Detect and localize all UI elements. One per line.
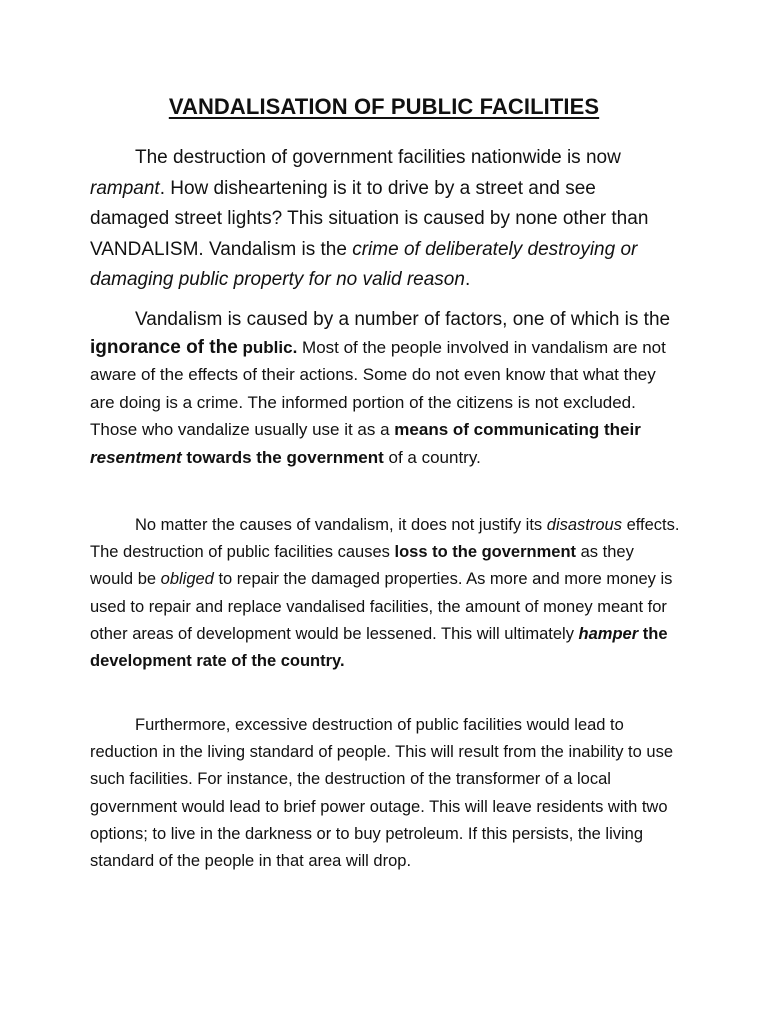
- p2-bold-italic-resentment: resentment: [90, 447, 182, 467]
- p3-bold-loss: loss to the government: [394, 543, 577, 562]
- p2-lead-text: Vandalism is caused by a number of factors, one of which is the: [135, 309, 671, 330]
- paragraph-1: [90, 143, 680, 296]
- p2-text-2: of a country.: [383, 447, 481, 467]
- p3-text-4: to repair the damaged properties. As more and more money is used to repair and replace vandalised facilities, the amount of money meant for other areas of development would be lessened. This will ultimately: [90, 570, 673, 643]
- paragraph-2: [90, 306, 680, 471]
- paragraph-3: [90, 512, 680, 675]
- p1-text-2: . How disheartening is it to drive by a street and see damaged street lights? This situation is caused by none other than VANDALISM. Vandalism is the: [90, 177, 649, 260]
- p3-italic-disastrous: disastrous: [546, 516, 622, 534]
- p2-bold-towards: towards the government: [181, 447, 384, 467]
- p1-italic-definition: crime of deliberately destroying or damaging public property for no valid reason: [90, 238, 638, 290]
- p2-text-1: Most of the people involved in vandalism are not aware of the effects of their actions. Some do not even know that what they are doing is a crime. The informed portion of the citizens is not excluded. Those who vandalize usually use it as a: [90, 337, 666, 439]
- p1-text-3: .: [464, 269, 471, 290]
- p2-bold-means: means of communicating their: [394, 420, 641, 439]
- p3-text-1: No matter the causes of vandalism, it does not justify its: [135, 516, 547, 534]
- document-title: VANDALISATION OF PUBLIC FACILITIES: [168, 94, 600, 119]
- p3-text-2: effects. The destruction of public facilities causes: [90, 516, 680, 562]
- p3-italic-obliged: obliged: [160, 570, 214, 589]
- p4-text-1: Furthermore, excessive destruction of public facilities would lead to reduction in the living standard of people. This will result from the inability to use such facilities. For instance, the destruction of the transformer of a local government would lead to brief power outage. This will leave residents with two options; to live in the darkness or to buy petroleum. If this persists, the living standard of the people in that area will drop.: [90, 716, 674, 871]
- p1-italic-rampant: rampant: [90, 177, 160, 199]
- p2-bold-ignorance: ignorance of the: [90, 336, 238, 358]
- p3-text-3: as they would be: [90, 543, 634, 589]
- p3-bold-italic-hamper: hamper: [578, 624, 639, 643]
- paragraph-4: [90, 712, 680, 875]
- p3-bold-development: the development rate of the country.: [90, 624, 668, 671]
- p1-text-1: The destruction of government facilities nationwide is now: [135, 147, 621, 168]
- p2-bold-public: public.: [242, 337, 298, 357]
